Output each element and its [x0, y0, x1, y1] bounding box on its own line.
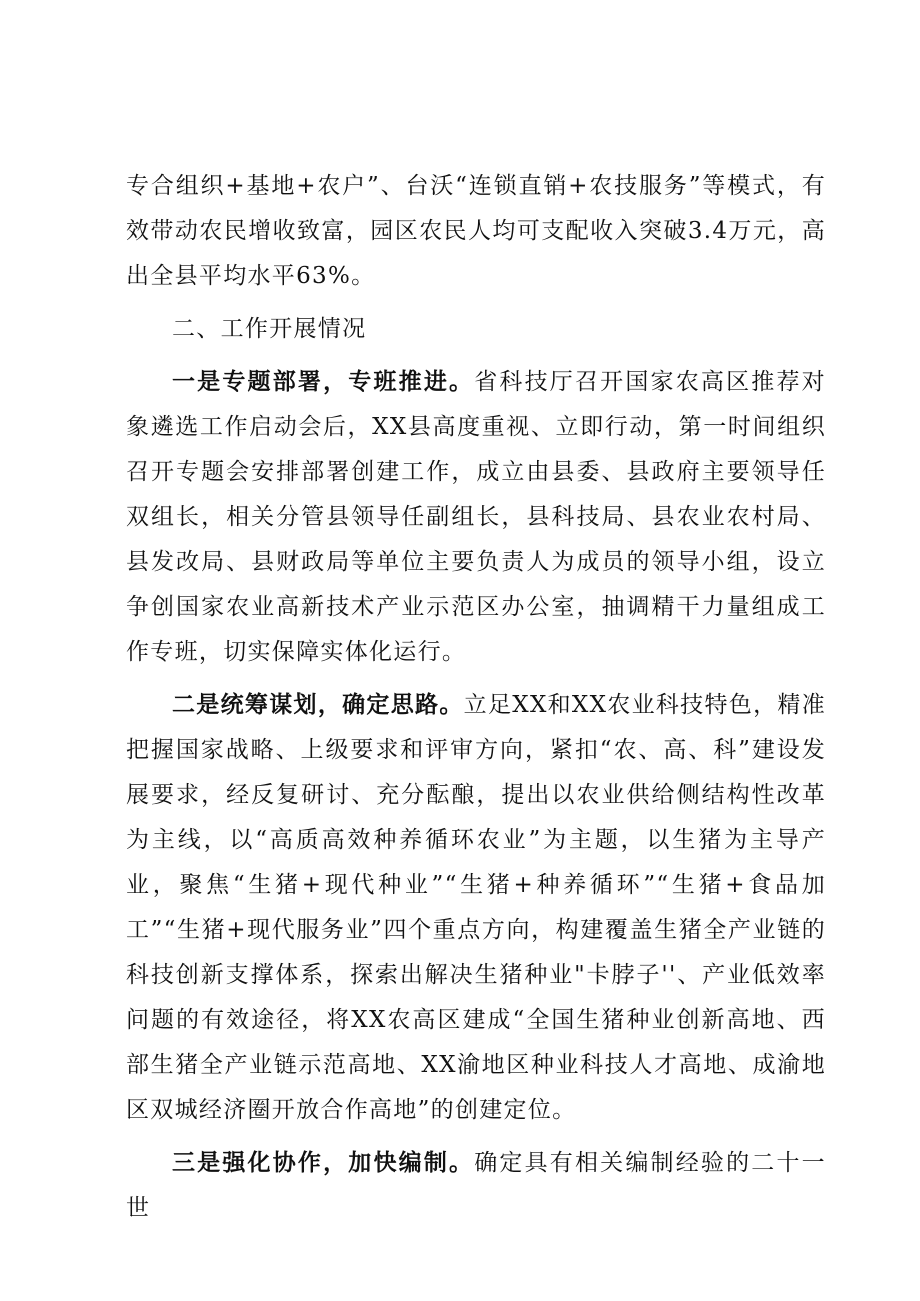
document-body: [126, 164, 826, 1231]
paragraph-lead: 二是统筹谋划，确定思路。: [172, 692, 464, 718]
paragraph-body: 确定具有相关编制经验的二十一世: [126, 1150, 826, 1221]
paragraph-lead: 一是专题部署，专班推进。: [172, 369, 475, 395]
paragraph-body: 立足XX和XX农业科技特色，精准把握国家战略、上级要求和评审方向，紧扣“农、高、科”建设发展要求，经反复研讨、充分酝酿，提出以农业供给侧结构性改革为主线，以“高质高效种养循环农业”为主题，以生猪为主导产业，聚焦“生猪+现代种业”“生猪+种养循环”“生猪+食品加工”“生猪+现代服务业”四个重点方向，构建覆盖生猪全产业链的科技创新支撑体系，探索出解决生猪种业"卡脖子''、产业低效率问题的有效途径，将XX农高区建成“全国生猪种业创新高地、西部生猪全产业链示范高地、XX渝地区种业科技人才高地、成渝地区双城经济圈开放合作高地”的创建定位。: [126, 692, 827, 1123]
paragraph-item-2: [126, 683, 826, 1133]
paragraph-item-1: [126, 360, 826, 675]
intro-paragraph: 专合组织+基地+农户”、台沃“连锁直销+农技服务”等模式，有效带动农民增收致富，园区农民人均可支配收入突破3.4万元，高出全县平均水平63%。: [126, 173, 826, 289]
paragraph-lead: 三是强化协作，加快编制。: [172, 1150, 475, 1176]
paragraph-body: 省科技厅召开国家农高区推荐对象遴选工作启动会后，XX县高度重视、立即行动，第一时间组织召开专题会安排部署创建工作，成立由县委、县政府主要领导任双组长，相关分管县领导任副组长，县科技局、县农业农村局、县发改局、县财政局等单位主要负责人为成员的领导小组，设立争创国家农业高新技术产业示范区办公室，抽调精干力量组成工作专班，切实保障实体化运行。: [126, 369, 826, 665]
paragraph-item-3: [126, 1141, 826, 1231]
section-heading: 二、工作开展情况: [172, 316, 367, 342]
